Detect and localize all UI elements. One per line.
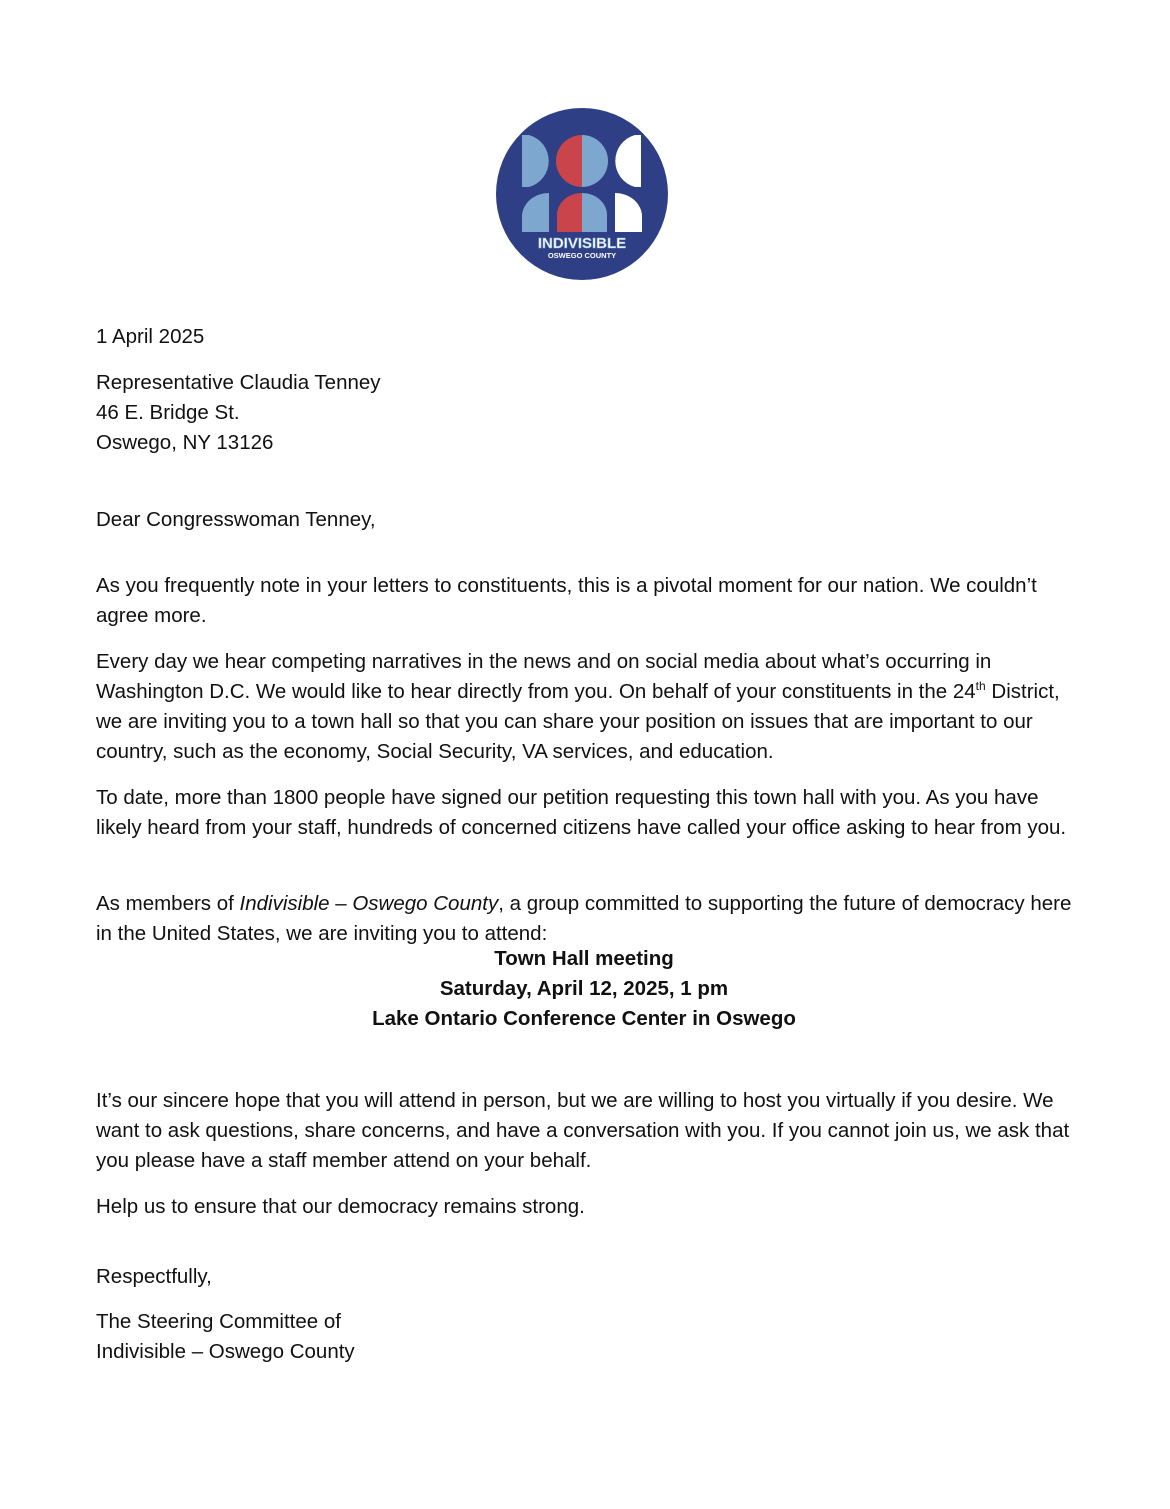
signature-line-1: The Steering Committee of — [96, 1310, 341, 1333]
event-location: Lake Ontario Conference Center in Oswego — [372, 1007, 796, 1031]
recipient-street: 46 E. Bridge St. — [96, 401, 240, 425]
paragraph-2-part-b: District, we are inviting you to a town hall so that you can share your position on issues that are important to our country, such as the economy, Social Security, VA services, and education. — [96, 679, 1060, 764]
salutation: Dear Congresswoman Tenney, — [96, 508, 376, 531]
signature-block — [96, 1307, 1076, 1367]
paragraph-4 — [96, 889, 1076, 949]
ordinal-suffix: th — [975, 678, 986, 693]
event-datetime: Saturday, April 12, 2025, 1 pm — [439, 977, 729, 1001]
letter-date: 1 April 2025 — [96, 325, 205, 348]
recipient-name: Representative Claudia Tenney — [96, 371, 381, 394]
recipient-city: Oswego, NY 13126 — [96, 431, 274, 455]
logo-name: INDIVISIBLE — [537, 235, 627, 252]
event-details — [96, 944, 1072, 1035]
paragraph-2 — [96, 647, 1076, 768]
signature-line-2: Indivisible – Oswego County — [96, 1340, 355, 1364]
logo-subtitle: OSWEGO COUNTY — [547, 251, 617, 260]
recipient-address — [96, 368, 1076, 459]
paragraph-3: To date, more than 1800 people have signed our petition requesting this town hall with you. As you have likely heard from your staff, hundreds of concerned citizens have called your office asking to hear from you. — [96, 785, 1067, 839]
paragraph-2-part-a: Every day we hear competing narratives in the news and on social media about what’s occurring in Washington D.C. We would like to hear directly from you. On behalf of your constituents in the 24 — [96, 649, 992, 703]
group-name: Indivisible – Oswego County — [239, 891, 499, 915]
paragraph-1: As you frequently note in your letters to constituents, this is a pivotal moment for our nation. We couldn’t agree more. — [96, 573, 1037, 627]
logo-graphic — [495, 107, 669, 281]
paragraph-6: Help us to ensure that our democracy remains strong. — [96, 1194, 585, 1218]
paragraph-4-part-a: As members of — [96, 891, 240, 915]
paragraph-5: It’s our sincere hope that you will attend in person, but we are willing to host you virtually if you desire. We want to ask questions, share concerns, and have a conversation with you. If you cannot join us, we ask that you please have a staff member attend on your behalf. — [96, 1088, 1070, 1172]
indivisible-logo — [495, 107, 669, 281]
event-title: Town Hall meeting — [494, 947, 674, 970]
closing: Respectfully, — [96, 1265, 212, 1288]
paragraph-4-part-b: , a group committed to supporting the future of democracy here in the United States, we are inviting you to attend: — [96, 891, 1072, 945]
